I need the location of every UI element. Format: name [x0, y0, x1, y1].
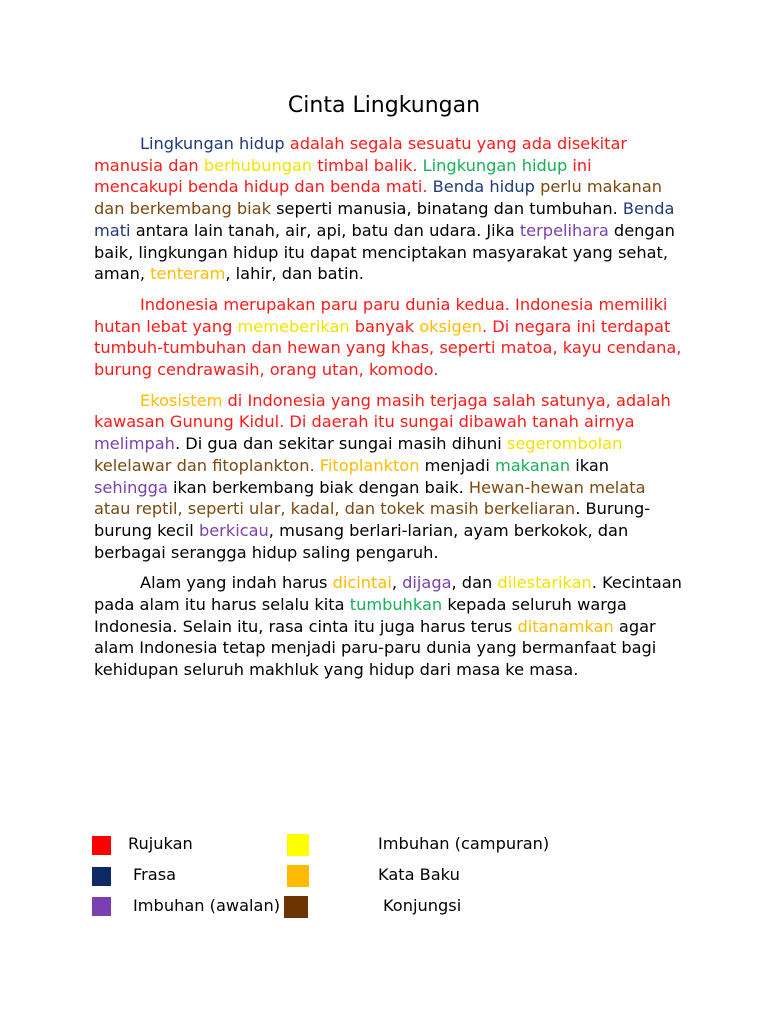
text-run: Alam yang indah harus	[140, 573, 333, 593]
legend-label-frasa: Frasa	[133, 865, 177, 884]
text-run: . Burung-burung kecil	[94, 499, 651, 540]
legend-swatch-konjungsi	[284, 896, 308, 918]
text-run: . Di negara ini terdapat tumbuh-tumbuhan dan hewan yang khas, seperti matoa, kayu cendana, burung cendrawasih, orang utan, komodo.	[94, 316, 682, 380]
text-run: , musang berlari-larian, ayam berkokok, dan berbagai serangga hidup saling pengaruh.	[94, 520, 629, 562]
paragraph-4	[94, 572, 684, 681]
text-run: berkicau	[198, 520, 269, 540]
document-body	[94, 133, 684, 690]
legend-label-imbuhan-awalan: Imbuhan (awalan)	[133, 896, 281, 915]
text-run: ikan berkembang biak dengan baik.	[167, 477, 469, 497]
text-run: berhubungan	[203, 155, 313, 175]
text-run: Indonesia merupakan paru paru dunia kedua. Indonesia memiliki hutan lebat yang	[94, 294, 668, 336]
text-run: melimpah	[94, 434, 175, 454]
legend-label-rujukan: Rujukan	[128, 834, 193, 853]
text-run: , lahir, dan batin.	[225, 264, 364, 284]
text-run: menjadi	[419, 455, 495, 475]
text-run: Hewan-hewan melata atau reptil, seperti ular, kadal, dan tokek masih berkeliaran	[94, 477, 646, 519]
text-run: tumbuhkan	[349, 595, 443, 615]
paragraph-3	[94, 390, 684, 564]
legend-swatch-imbuhan-awalan	[92, 897, 111, 916]
text-run: timbal balik.	[312, 155, 418, 175]
document-title: Cinta Lingkungan	[287, 93, 481, 118]
text-run: , dan	[451, 573, 498, 593]
text-run: ditanamkan	[517, 616, 614, 636]
text-run: Benda hidup	[427, 177, 535, 197]
text-run: dijaga	[402, 573, 452, 593]
text-run: tenteram	[150, 264, 226, 284]
legend-label-kata-baku: Kata Baku	[378, 865, 460, 884]
text-run: perlu makanan dan berkembang biak	[94, 177, 662, 219]
text-run: Lingkungan hidup	[417, 155, 568, 175]
text-run: terpelihara	[519, 220, 609, 240]
text-run: adalah segala sesuatu yang ada disekitar manusia dan	[94, 134, 628, 175]
text-run: oksigen	[419, 316, 482, 336]
text-run: Lingkungan hidup	[140, 134, 285, 153]
text-run: dilestarikan	[497, 573, 592, 593]
text-run: segerombolan	[506, 434, 623, 454]
text-run: kepada seluruh warga Indonesia. Selain itu, rasa cinta itu juga harus terus	[94, 595, 627, 636]
legend-swatch-frasa	[92, 867, 111, 886]
text-run: . Kecintaan pada alam itu harus selalu kita	[94, 573, 682, 615]
text-run: Fitoplankton	[314, 455, 420, 475]
text-run: dengan baik, lingkungan hidup itu dapat menciptakan masyarakat yang sehat, aman,	[94, 220, 675, 284]
text-run: banyak	[349, 316, 420, 336]
legend-swatch-kata-baku	[287, 865, 309, 887]
paragraph-2	[94, 294, 684, 381]
legend-swatch-rujukan	[92, 836, 111, 855]
text-run: ikan	[570, 455, 610, 475]
text-run: kelelawar dan fitoplankton.	[94, 455, 315, 475]
text-run: seperti manusia, binatang dan tumbuhan.	[270, 199, 623, 219]
text-run: . Di gua dan sekitar sungai masih dihuni	[174, 434, 507, 454]
legend-swatch-imbuhan-campuran	[287, 834, 309, 856]
text-run: ,	[391, 573, 403, 593]
text-run: sehingga	[94, 477, 168, 497]
legend-label-imbuhan-campuran: Imbuhan (campuran)	[378, 834, 550, 853]
legend-label-konjungsi: Konjungsi	[383, 896, 462, 915]
text-run: Benda mati	[94, 199, 675, 240]
text-run: dicintai	[332, 573, 392, 593]
text-run: makanan	[494, 455, 571, 475]
text-run: memeberikan	[237, 316, 350, 336]
paragraph-1	[94, 133, 684, 285]
text-run: di Indonesia yang masih terjaga salah satunya, adalah kawasan Gunung Kidul. Di daerah itu sungai dibawah tanah airnya	[94, 390, 671, 432]
text-run: Ekosistem	[140, 390, 223, 410]
text-run: antara lain tanah, air, api, batu dan udara. Jika	[130, 220, 520, 240]
text-run: ini mencakupi benda hidup dan benda mati.	[94, 155, 592, 197]
text-run: agar alam Indonesia tetap menjadi paru-paru dunia yang bermanfaat bagi kehidupan seluruh makhluk yang hidup dari masa ke masa.	[94, 616, 657, 680]
